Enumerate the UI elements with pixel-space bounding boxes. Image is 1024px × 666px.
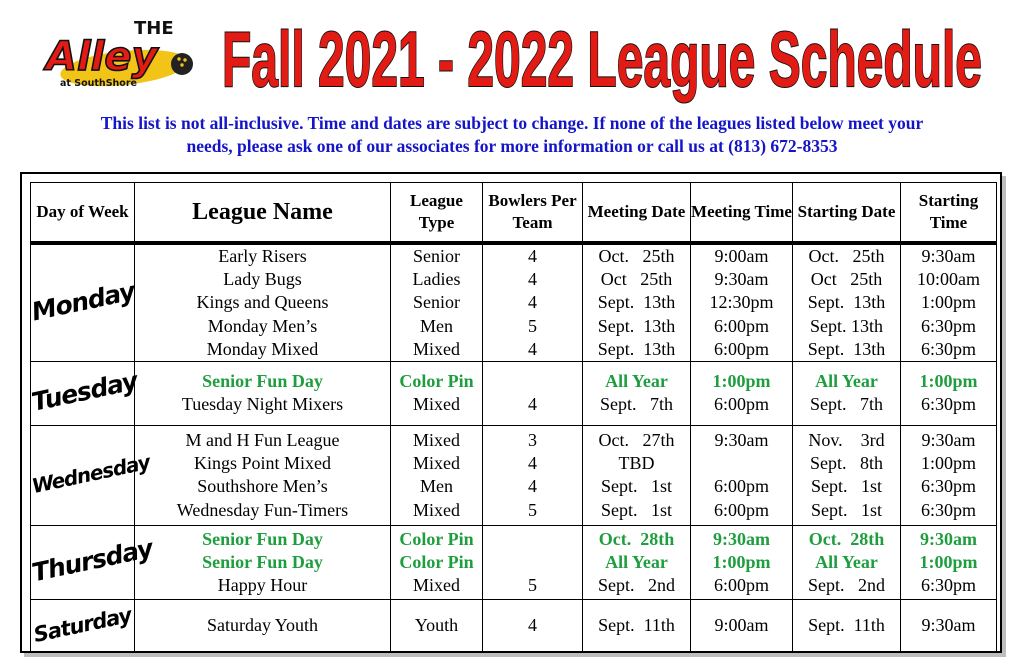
cell-meet-time: [691, 361, 793, 425]
entry-start-date: Sept. 1st: [810, 499, 882, 520]
entry-type: Mixed: [413, 394, 460, 415]
entry-type: Ladies: [412, 269, 461, 290]
cell-type: [391, 361, 483, 425]
entry-meet-time: 6:00pm: [713, 338, 769, 359]
entry-meet-time: 6:00pm: [713, 575, 769, 596]
entry-meet-time: 9:00am: [714, 615, 769, 636]
header-starting-time: Starting Time: [901, 183, 997, 244]
entry-bowlers: 4: [528, 269, 537, 290]
entry-start-date: Oct. 25th: [808, 246, 885, 266]
entry-meet-time: 1:00pm: [712, 371, 771, 392]
day-cell: [31, 599, 135, 652]
entry-name: Kings Point Mixed: [193, 453, 331, 474]
entry-start-date: Sept. 13th: [809, 315, 883, 336]
entry-start-date: All Year: [815, 371, 878, 392]
entry-type: Mixed: [413, 338, 460, 359]
entry-name: Monday Mixed: [206, 338, 319, 359]
entry-start-time: 1:00pm: [919, 551, 978, 572]
entry-type: Men: [420, 315, 453, 336]
notice-line-1: This list is not all-inclusive. Time and dates are subject to change. If none of the leagues listed below meet your: [100, 113, 924, 133]
day-group-row: [31, 525, 997, 599]
alley-logo: [42, 12, 202, 98]
entry-start-date: Sept. 2nd: [807, 575, 885, 596]
entry-bowlers: 4: [528, 338, 537, 359]
cell-bowlers: [483, 243, 583, 361]
entry-bowlers: 4: [528, 453, 537, 474]
entry-meet-date: Sept. 7th: [599, 394, 673, 415]
cell-start-time: [901, 599, 997, 652]
entry-start-time: 6:30pm: [920, 499, 976, 520]
schedule-body: [31, 243, 997, 652]
day-cell: [29, 425, 152, 525]
cell-meet-date: [583, 599, 691, 652]
header-meeting-date: Meeting Date: [583, 183, 691, 244]
entry-meet-date: Sept. 2nd: [597, 575, 675, 596]
entry-name: Happy Hour: [217, 575, 308, 596]
entry-meet-date: All Year: [605, 371, 668, 392]
cell-bowlers: [483, 599, 583, 652]
entry-meet-date: Oct 25th: [600, 269, 673, 290]
entry-type: Senior: [413, 246, 460, 266]
entry-name: Tuesday Night Mixers: [181, 394, 344, 415]
entry-name: Lady Bugs: [223, 269, 302, 290]
entry-start-date: All Year: [815, 551, 878, 572]
entry-bowlers: 5: [528, 575, 537, 596]
entry-meet-time: 9:30am: [713, 528, 770, 549]
entry-start-date: Sept. 7th: [809, 394, 883, 415]
entry-name: Senior Fun Day: [202, 528, 323, 549]
cell-name: [135, 425, 391, 525]
cell-start-time: [901, 425, 997, 525]
header-bowlers: Bowlers Per Team: [483, 183, 583, 244]
entry-meet-time: 9:30am: [714, 430, 769, 451]
entry-start-time: 6:30pm: [920, 315, 976, 336]
entry-type: Mixed: [413, 499, 460, 520]
day-group-row: [31, 425, 997, 525]
entry-name: Monday Men’s: [207, 315, 318, 336]
cell-meet-time: [691, 525, 793, 599]
entry-type: Color Pin: [399, 528, 474, 549]
entry-meet-date: Sept. 11th: [598, 615, 675, 636]
cell-bowlers: [483, 525, 583, 599]
title-text: Fall 2021 - 2022 League Schedule: [222, 15, 982, 103]
day-group-row: [31, 599, 997, 652]
entry-type: Men: [420, 476, 453, 497]
header-league-name: League Name: [135, 183, 391, 244]
entry-name: Southshore Men’s: [197, 476, 328, 497]
cell-start-date: [793, 243, 901, 361]
entry-meet-time: 9:30am: [714, 269, 769, 290]
cell-type: [391, 525, 483, 599]
entry-meet-date: Sept. 1st: [600, 499, 672, 520]
entry-start-date: Sept. 13th: [807, 338, 886, 359]
entry-start-date: Oct 25th: [810, 269, 883, 290]
notice-text: [20, 112, 1004, 158]
cell-meet-time: [691, 243, 793, 361]
entry-name: M and H Fun League: [185, 430, 340, 451]
cell-meet-date: [583, 361, 691, 425]
cell-bowlers: [483, 425, 583, 525]
entry-bowlers: 4: [528, 615, 537, 636]
cell-meet-date: [583, 243, 691, 361]
day-label: Monday: [29, 276, 138, 327]
entry-bowlers: 4: [528, 292, 537, 313]
entry-name: Senior Fun Day: [202, 551, 323, 572]
entry-type: Color Pin: [399, 371, 474, 392]
entry-start-time: 9:30am: [921, 615, 976, 636]
entry-start-time: 1:00pm: [919, 371, 978, 392]
entry-meet-time: [691, 452, 792, 475]
cell-start-time: [901, 361, 997, 425]
entry-meet-date: Oct. 28th: [598, 528, 675, 549]
entry-bowlers: 4: [528, 476, 537, 497]
cell-name: [135, 243, 391, 361]
entry-meet-date: Sept. 1st: [600, 476, 672, 497]
cell-type: [391, 243, 483, 361]
day-label: Wednesday: [29, 450, 152, 499]
entry-bowlers: 3: [528, 430, 537, 451]
notice-line-2: needs, please ask one of our associates for more information or call us at (813) 672-8353: [186, 136, 838, 156]
day-cell: [29, 525, 155, 599]
entry-start-time: 9:30am: [921, 246, 976, 266]
entry-start-date: Nov. 3rd: [808, 430, 885, 451]
day-group-row: [31, 361, 997, 425]
logo-alley: Alley: [46, 34, 158, 80]
entry-bowlers: 4: [528, 246, 537, 266]
entry-bowlers: 5: [528, 499, 537, 520]
header-row: [31, 183, 997, 244]
entry-meet-time: 6:00pm: [713, 394, 769, 415]
day-label: Saturday: [31, 602, 134, 647]
cell-name: [135, 599, 391, 652]
entry-start-time: 6:30pm: [920, 575, 976, 596]
entry-meet-time: 9:00am: [714, 246, 769, 266]
header-day: Day of Week: [31, 183, 135, 244]
entry-start-time: 10:00am: [917, 269, 980, 290]
cell-meet-time: [691, 425, 793, 525]
page-title: [222, 14, 982, 103]
cell-type: [391, 599, 483, 652]
league-schedule-table: [20, 172, 1002, 653]
entry-bowlers: [483, 551, 582, 574]
entry-type: Mixed: [413, 575, 460, 596]
day-cell: [29, 243, 138, 361]
entry-name: Saturday Youth: [206, 615, 318, 636]
header-starting-date: Starting Date: [793, 183, 901, 244]
entry-name: Kings and Queens: [196, 292, 329, 313]
logo-the: THE: [134, 18, 174, 39]
entry-meet-time: 12:30pm: [709, 292, 774, 313]
entry-meet-time: 6:00pm: [713, 315, 769, 336]
header-meeting-time: Meeting Time: [691, 183, 793, 244]
entry-start-date: Sept. 8th: [809, 453, 883, 474]
entry-start-time: 9:30am: [920, 528, 977, 549]
entry-start-date: Sept. 13th: [807, 292, 886, 313]
entry-type: Mixed: [413, 430, 460, 451]
entry-meet-time: 6:00pm: [713, 499, 769, 520]
cell-bowlers: [483, 361, 583, 425]
day-cell: [29, 361, 140, 425]
entry-meet-time: 6:00pm: [713, 476, 769, 497]
entry-meet-date: TBD: [618, 453, 655, 474]
cell-start-time: [901, 243, 997, 361]
entry-type: Mixed: [413, 453, 460, 474]
cell-start-time: [901, 525, 997, 599]
cell-start-date: [793, 361, 901, 425]
entry-meet-date: Sept. 13th: [597, 292, 676, 313]
header-league-type: League Type: [391, 183, 483, 244]
entry-meet-time: 1:00pm: [712, 551, 771, 572]
entry-start-time: 1:00pm: [920, 292, 976, 313]
day-label: Tuesday: [29, 366, 140, 418]
entry-bowlers: 4: [528, 394, 537, 415]
entry-meet-date: Oct. 27th: [598, 430, 675, 451]
entry-start-time: 6:30pm: [920, 338, 976, 359]
cell-meet-time: [691, 599, 793, 652]
entry-bowlers: [483, 370, 582, 393]
cell-type: [391, 425, 483, 525]
logo-southshore: at SouthShore: [60, 78, 137, 89]
entry-start-date: Oct. 28th: [808, 528, 885, 549]
entry-start-time: 9:30am: [921, 430, 976, 451]
entry-type: Color Pin: [399, 551, 474, 572]
entry-start-time: 6:30pm: [920, 394, 976, 415]
entry-type: Youth: [414, 615, 459, 636]
entry-start-date: Sept. 11th: [808, 615, 885, 636]
entry-bowlers: [483, 528, 582, 551]
entry-meet-date: Oct. 25th: [598, 246, 675, 266]
entry-start-date: Sept. 1st: [810, 476, 882, 497]
cell-name: [135, 361, 391, 425]
entry-meet-date: Sept. 13th: [597, 315, 676, 336]
cell-name: [135, 525, 391, 599]
cell-start-date: [793, 425, 901, 525]
entry-name: Senior Fun Day: [202, 371, 323, 392]
day-label: Thursday: [29, 533, 155, 588]
cell-meet-date: [583, 425, 691, 525]
entry-name: Early Risers: [218, 246, 307, 266]
entry-name: Wednesday Fun-Timers: [176, 499, 349, 520]
cell-meet-date: [583, 525, 691, 599]
cell-start-date: [793, 599, 901, 652]
entry-meet-date: Sept. 13th: [597, 338, 676, 359]
entry-meet-date: All Year: [605, 551, 668, 572]
day-group-row: [31, 243, 997, 361]
entry-start-time: 6:30pm: [920, 476, 976, 497]
entry-type: Senior: [413, 292, 460, 313]
entry-start-time: 1:00pm: [920, 453, 976, 474]
cell-start-date: [793, 525, 901, 599]
entry-bowlers: 5: [528, 315, 537, 336]
